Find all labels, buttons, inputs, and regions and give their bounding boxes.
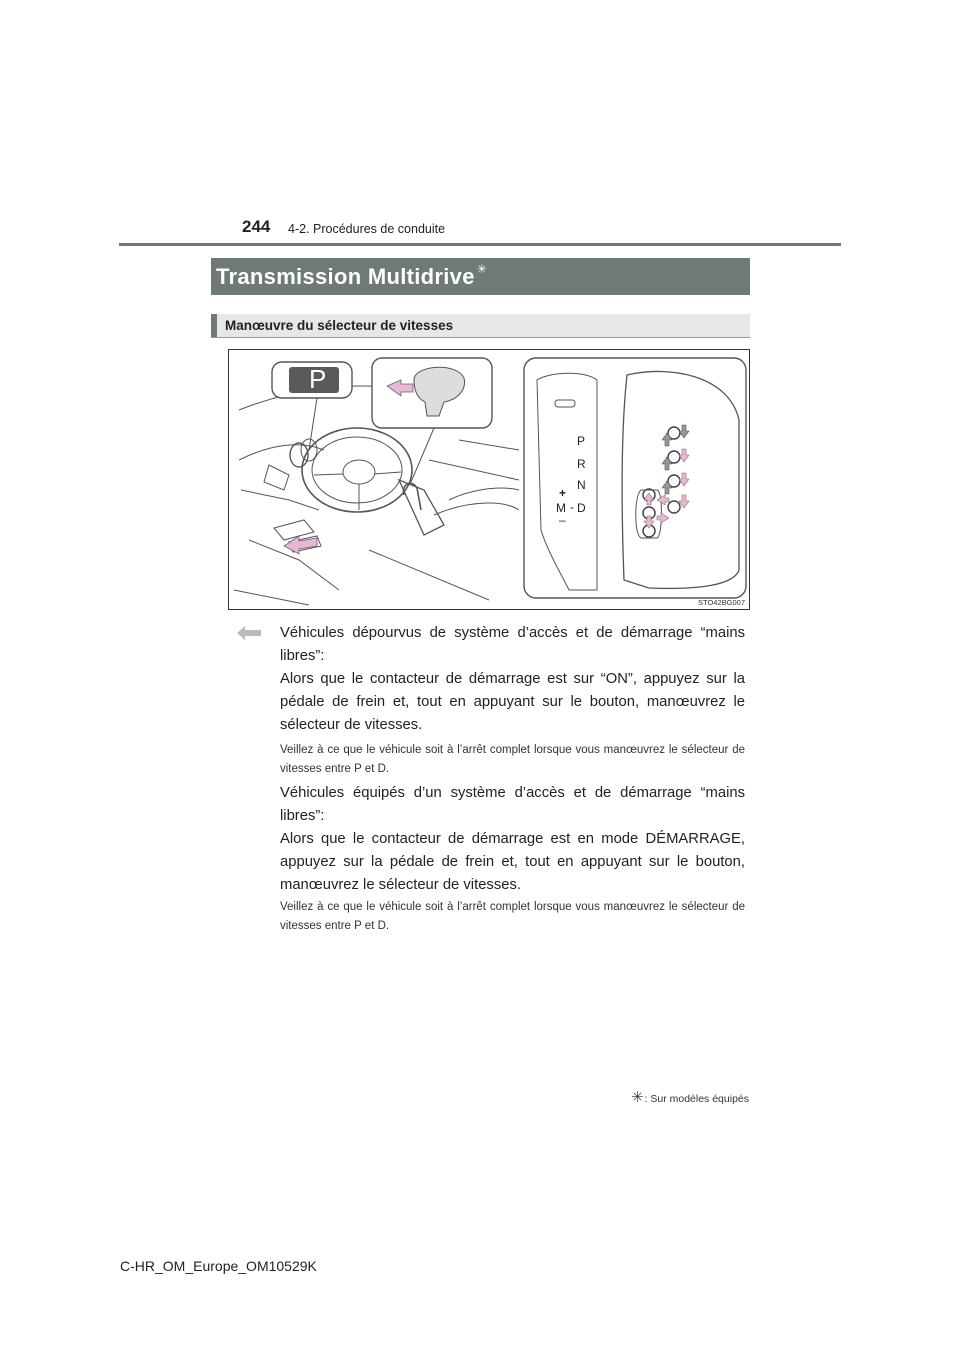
note-2: Veillez à ce que le véhicule soit à l’arrêt complet lorsque vous manœuvrez le sélecteur de vitesses entre P et D. [280, 901, 745, 932]
note-1: Veillez à ce que le véhicule soit à l’arrêt complet lorsque vous manœuvrez le sélecteur de vitesses entre P et D. [280, 744, 745, 775]
subheading-bar [211, 314, 750, 338]
figure-code: STO42BG007 [698, 598, 745, 607]
page-title-bar [211, 258, 750, 295]
shift-gate-panel [524, 358, 746, 598]
gate-label-p: P [577, 434, 586, 448]
header-divider [119, 243, 841, 246]
paragraph-instructions-2: Alors que le contacteur de démarrage est en mode DÉMARRAGE, appuyez sur la pédale de frein et, tout en appuyant sur le bouton, manœuvrez le sélecteur de vitesses. [280, 831, 745, 893]
footnote-text: : Sur modèles équipés [644, 1093, 749, 1105]
manual-dash-label: - [570, 500, 574, 514]
section-label: 4-2. Procédures de conduite [288, 222, 446, 236]
gate-label-d: D [577, 501, 586, 515]
paragraph-instructions-1: Alors que le contacteur de démarrage est sur “ON”, appuyez sur la pédale de frein et, tout en appuyant sur le bouton, manœuvrez le sélecteur de vitesses. [280, 671, 745, 733]
paragraph-smart-key: Véhicules équipés d’un système d’accès et de démarrage “mains libres”: [280, 785, 745, 824]
document-code: C-HR_OM_Europe_OM10529K [120, 1258, 317, 1274]
page-title: Transmission Multidrive [216, 263, 475, 289]
reference-arrow-icon [237, 626, 261, 640]
manual-plus-label: + [559, 486, 567, 500]
gate-d-position-icon [668, 501, 680, 513]
callout-p-letter: P [309, 364, 327, 394]
footnote [631, 1088, 749, 1106]
subheading-accent [211, 314, 217, 337]
footnote-asterisk-icon: ✳ [630, 1089, 644, 1106]
subheading: Manœuvre du sélecteur de vitesses [225, 318, 454, 333]
title-asterisk-icon: ✳ [476, 261, 487, 276]
manual-minus-label: – [559, 513, 566, 527]
manual-m-label: M [556, 501, 566, 515]
steering-wheel-icon [302, 428, 412, 512]
gate-label-r: R [577, 457, 586, 471]
illustration-drawing [229, 350, 751, 611]
shift-lever-illustration [228, 349, 750, 610]
paragraph-no-smart-key: Véhicules dépourvus de système d’accès et de démarrage “mains libres”: [280, 625, 745, 664]
gate-label-n: N [577, 478, 586, 492]
page-number: 244 [242, 217, 271, 236]
